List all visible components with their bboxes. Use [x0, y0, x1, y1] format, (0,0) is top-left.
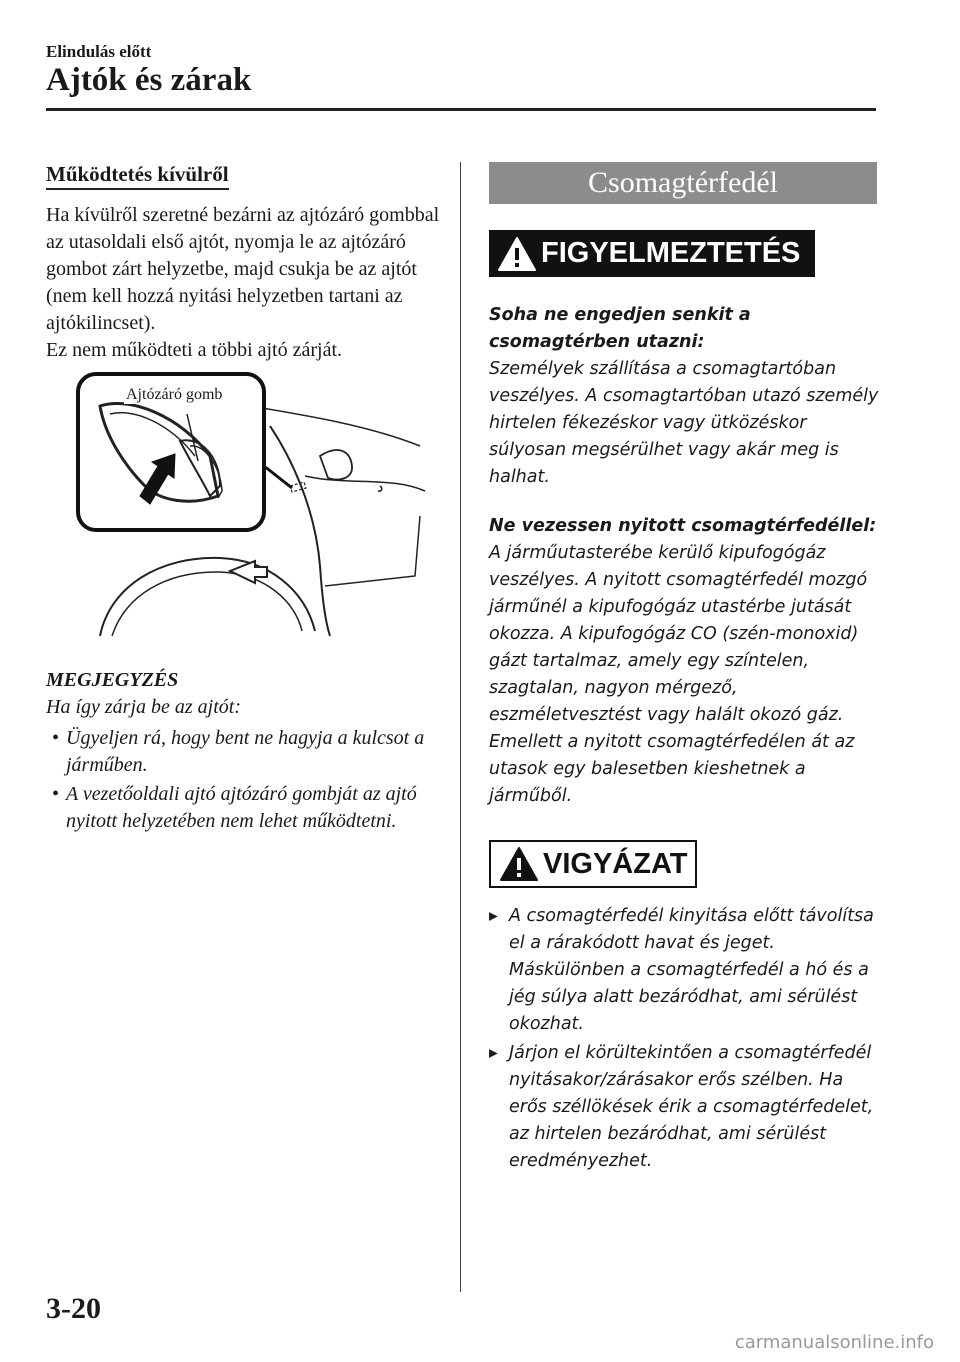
instruction-text: Ha kívülről szeretné bezárni az ajtózáró gombbal az utasoldali első ajtót, nyomja le az ajtózáró gombot zárt helyzetbe, majd csukja be az ajtót (nem kell hozzá nyitási helyzetben tartani az ajtókilincset). — [46, 204, 440, 334]
page-title: Ajtók és zárak — [46, 62, 252, 98]
caution-banner — [489, 840, 697, 888]
door-lock-illustration — [70, 366, 430, 656]
warning-text: Személyek szállítása a csomagtartóban veszélyes. A csomagtartóban utazó személy hirtelen fékezéskor vagy ütközéskor súlyosan megsérülhet vagy akár meg is halhat. — [489, 359, 879, 487]
note-block — [46, 667, 446, 837]
note-item: • Ügyeljen rá, hogy bent ne hagyja a kulcsot a járműben. — [46, 725, 446, 779]
note-item: • A vezetőoldali ajtó ajtózáró gombját az ajtó nyitott helyzetében nem lehet működtetni. — [46, 781, 446, 835]
warning-text: A járműutasterébe kerülő kipufogógáz veszélyes. A nyitott csomagtérfedél mozgó járműnél a kipufogógáz utastérbe jutását okozza. A kipufogógáz CO (szén-monoxid) gázt tartalmaz, amely egy színtelen, szagtalan, nagyon mérgező, eszméletvesztést vagy halált okozó gáz. Emellett a nyitott csomagtérfedélen át az utasok egy balesetben kieshetnek a járműből. — [489, 543, 868, 806]
warning-item — [489, 302, 879, 491]
warning-content — [489, 302, 879, 832]
subsection-heading: Működtetés kívülről — [46, 160, 229, 190]
section-title-banner: Csomagtérfedél — [489, 162, 877, 204]
instruction-text-2: Ez nem működteti a többi ajtó zárját. — [46, 339, 343, 361]
caution-content — [489, 903, 879, 1177]
note-intro: Ha így zárja be az ajtót: — [46, 696, 241, 718]
left-column — [46, 160, 446, 364]
warning-item — [489, 513, 879, 810]
caution-triangle-icon — [499, 846, 539, 882]
caution-item: ▸ Járjon el körültekintően a csomagtérfedél nyitásakor/zárásakor erős szélben. Ha erős széllökések érik a csomagtérfedelet, az hirtelen bezáródhat, ami sérülést eredményezhet. — [489, 1040, 879, 1175]
column-divider — [460, 162, 461, 1292]
section-label: Elindulás előtt — [46, 42, 152, 61]
warning-label: FIGYELMEZTETÉS — [541, 237, 801, 269]
warning-banner — [489, 230, 815, 277]
caution-item: ▸ A csomagtérfedél kinyitása előtt távolítsa el a rárakódott havat és jeget. Máskülönben a csomagtérfedél a hó és a jég súlya alatt bezáródhat, ami sérülést okozhat. — [489, 903, 879, 1038]
warning-heading: Soha ne engedjen senkit a csomagtérben utazni: — [489, 305, 751, 352]
warning-heading: Ne vezessen nyitott csomagtérfedéllel: — [489, 516, 877, 536]
page-number: 3-20 — [46, 1292, 101, 1325]
warning-triangle-icon — [497, 236, 537, 272]
car-door-drawing — [70, 366, 430, 656]
header-divider — [46, 108, 876, 111]
note-list — [46, 725, 446, 835]
instruction-paragraph — [46, 202, 446, 364]
caution-label: VIGYÁZAT — [543, 847, 688, 880]
caution-list — [489, 903, 879, 1175]
watermark: carmanualsonline.info — [734, 1332, 934, 1353]
figure-callout-label: Ajtózáró gomb — [126, 386, 223, 403]
note-title: MEGJEGYZÉS — [46, 669, 179, 691]
